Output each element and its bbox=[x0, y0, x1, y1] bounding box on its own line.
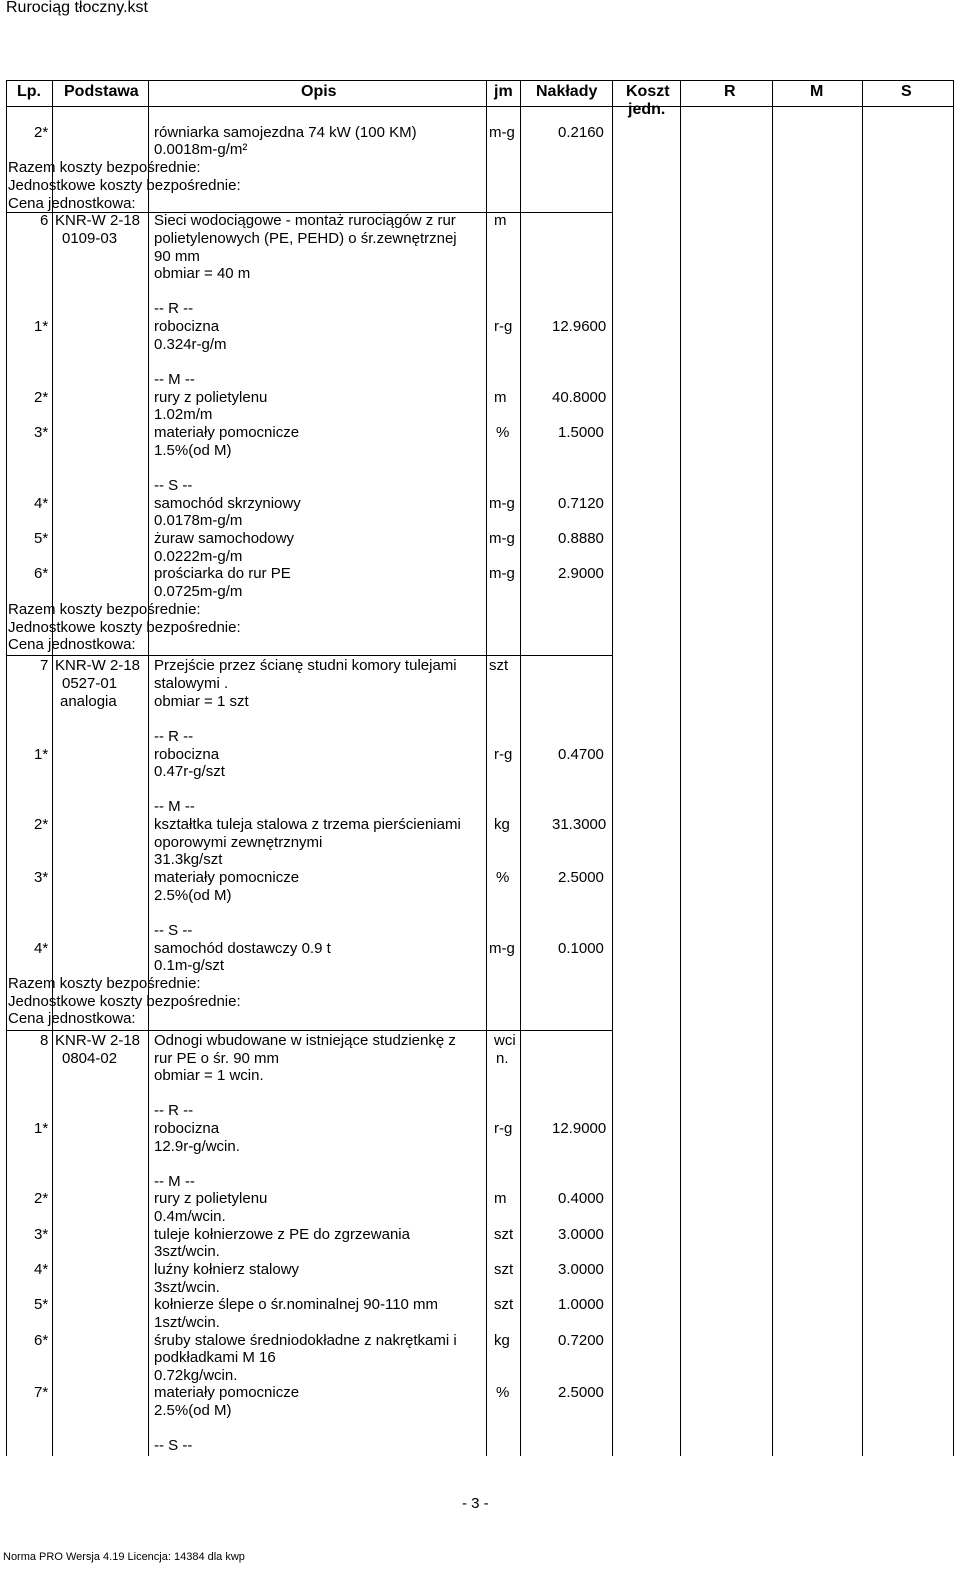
text-line: rur PE o śr. 90 mm bbox=[154, 1050, 280, 1067]
text-line: wci bbox=[494, 1032, 516, 1049]
text-line: szt bbox=[494, 1261, 514, 1278]
column-rule bbox=[680, 80, 681, 1456]
header-koszt: Koszt bbox=[626, 83, 670, 100]
text-line: m-g bbox=[489, 124, 515, 141]
text-line: 0.8880 bbox=[558, 530, 604, 547]
text-line: rury z polietylenu bbox=[154, 389, 268, 406]
text-line: samochód skrzyniowy bbox=[154, 495, 301, 512]
document-title: Rurociąg tłoczny.kst bbox=[6, 0, 148, 16]
text-line: 0.0178m-g/m bbox=[154, 512, 243, 529]
text-line: 0.1m-g/szt bbox=[154, 957, 225, 974]
text-line: żuraw samochodowy bbox=[154, 530, 295, 547]
text-line: 0.1000 bbox=[558, 940, 604, 957]
header-jm: jm bbox=[494, 83, 513, 100]
text-line: Cena jednostkowa: bbox=[8, 1010, 136, 1027]
text-line: m-g bbox=[489, 565, 515, 582]
text-line: 2* bbox=[34, 124, 49, 141]
text-line: 4* bbox=[34, 940, 49, 957]
text-line: 0527-01 bbox=[62, 675, 118, 692]
text-line: 0.4000 bbox=[558, 1190, 604, 1207]
header-koszt-jedn: jedn. bbox=[628, 101, 666, 118]
text-line: 1* bbox=[34, 746, 49, 763]
text-line: 3.0000 bbox=[558, 1226, 604, 1243]
text-line: 1.0000 bbox=[558, 1296, 604, 1313]
text-line: 2.5%(od M) bbox=[154, 887, 232, 904]
text-line: Jednostkowe koszty bezpośrednie: bbox=[8, 177, 241, 194]
header-m: M bbox=[810, 83, 824, 100]
text-line: 5* bbox=[34, 530, 49, 547]
text-line: szt bbox=[489, 657, 509, 674]
text-line: 2* bbox=[34, 816, 49, 833]
column-rule bbox=[772, 80, 773, 1456]
text-line: % bbox=[496, 424, 510, 441]
text-line: 2.5000 bbox=[558, 1384, 604, 1401]
header-opis: Opis bbox=[301, 83, 337, 100]
text-line: Razem koszty bezpośrednie: bbox=[8, 601, 201, 618]
header-r: R bbox=[724, 83, 736, 100]
text-line: m bbox=[494, 1190, 507, 1207]
text-line: 2.5000 bbox=[558, 869, 604, 886]
text-line: szt bbox=[494, 1296, 514, 1313]
text-line: 0.72kg/wcin. bbox=[154, 1367, 238, 1384]
text-line: 5* bbox=[34, 1296, 49, 1313]
text-line: szt bbox=[494, 1226, 514, 1243]
text-line: -- R -- bbox=[154, 728, 194, 745]
text-line: obmiar = 1 szt bbox=[154, 693, 249, 710]
column-rule bbox=[6, 80, 7, 1456]
column-rule bbox=[612, 80, 613, 1456]
text-line: polietylenowych (PE, PEHD) o śr.zewnętrznej bbox=[154, 230, 457, 247]
text-line: stalowymi . bbox=[154, 675, 229, 692]
text-line: materiały pomocnicze bbox=[154, 424, 300, 441]
text-line: r-g bbox=[494, 746, 513, 763]
text-line: -- S -- bbox=[154, 1437, 193, 1454]
text-line: 1.02m/m bbox=[154, 406, 213, 423]
text-line: 7 bbox=[40, 657, 49, 674]
text-line: % bbox=[496, 1384, 510, 1401]
column-rule bbox=[148, 80, 149, 1456]
text-line: r-g bbox=[494, 318, 513, 335]
text-line: kg bbox=[494, 816, 510, 833]
text-line: 4* bbox=[34, 495, 49, 512]
text-line: -- M -- bbox=[154, 371, 195, 388]
text-line: 0.2160 bbox=[558, 124, 604, 141]
text-line: 3.0000 bbox=[558, 1261, 604, 1278]
text-line: obmiar = 1 wcin. bbox=[154, 1067, 264, 1084]
text-line: 1.5000 bbox=[558, 424, 604, 441]
text-line: 0.324r-g/m bbox=[154, 336, 227, 353]
header-naklady: Nakłady bbox=[536, 83, 598, 100]
text-line: kształtka tuleja stalowa z trzema pierścieniami bbox=[154, 816, 461, 833]
text-line: m bbox=[494, 389, 507, 406]
text-line: kołnierze ślepe o śr.nominalnej 90-110 mm bbox=[154, 1296, 439, 1313]
text-line: 2.9000 bbox=[558, 565, 604, 582]
column-rule bbox=[52, 80, 53, 1456]
text-line: 0.47r-g/szt bbox=[154, 763, 225, 780]
text-line: Jednostkowe koszty bezpośrednie: bbox=[8, 619, 241, 636]
text-line: 3* bbox=[34, 1226, 49, 1243]
text-line: 4* bbox=[34, 1261, 49, 1278]
text-line: 3szt/wcin. bbox=[154, 1243, 220, 1260]
text-line: 0804-02 bbox=[62, 1050, 118, 1067]
text-line: m bbox=[494, 212, 507, 229]
text-line: -- R -- bbox=[154, 1102, 194, 1119]
text-line: Cena jednostkowa: bbox=[8, 636, 136, 653]
text-line: 0109-03 bbox=[62, 230, 118, 247]
text-line: m-g bbox=[489, 495, 515, 512]
text-line: 6* bbox=[34, 1332, 49, 1349]
text-line: 31.3kg/szt bbox=[154, 851, 223, 868]
text-line: n. bbox=[496, 1050, 509, 1067]
text-line: materiały pomocnicze bbox=[154, 1384, 300, 1401]
text-line: 1* bbox=[34, 1120, 49, 1137]
text-line: 1.5%(od M) bbox=[154, 442, 232, 459]
text-line: robocizna bbox=[154, 746, 220, 763]
text-line: -- S -- bbox=[154, 477, 193, 494]
text-line: 3* bbox=[34, 424, 49, 441]
text-line: m-g bbox=[489, 530, 515, 547]
text-line: samochód dostawczy 0.9 t bbox=[154, 940, 331, 957]
text-line: 12.9r-g/wcin. bbox=[154, 1138, 240, 1155]
text-line: 0.0222m-g/m bbox=[154, 548, 243, 565]
text-line: 8 bbox=[40, 1032, 49, 1049]
column-rule bbox=[520, 80, 521, 1456]
text-line: m-g bbox=[489, 940, 515, 957]
text-line: 2* bbox=[34, 1190, 49, 1207]
text-line: 2* bbox=[34, 389, 49, 406]
text-line: rury z polietylenu bbox=[154, 1190, 268, 1207]
text-line: 7* bbox=[34, 1384, 49, 1401]
column-rule bbox=[486, 80, 487, 1456]
text-line: 0.7120 bbox=[558, 495, 604, 512]
column-rule bbox=[953, 80, 954, 1456]
text-line: 0.0018m-g/m² bbox=[154, 141, 248, 158]
text-line: -- R -- bbox=[154, 300, 194, 317]
text-line: obmiar = 40 m bbox=[154, 265, 251, 282]
text-line: Cena jednostkowa: bbox=[8, 195, 136, 212]
text-line: Sieci wodociągowe - montaż rurociągów z rur bbox=[154, 212, 456, 229]
text-line: r-g bbox=[494, 1120, 513, 1137]
text-line: luźny kołnierz stalowy bbox=[154, 1261, 300, 1278]
text-line: 2.5%(od M) bbox=[154, 1402, 232, 1419]
text-line: tuleje kołnierzowe z PE do zgrzewania bbox=[154, 1226, 410, 1243]
text-line: -- S -- bbox=[154, 922, 193, 939]
text-line: 0.4m/wcin. bbox=[154, 1208, 226, 1225]
footer-license: Norma PRO Wersja 4.19 Licencja: 14384 dla kwp bbox=[3, 1551, 245, 1563]
column-rule bbox=[862, 80, 863, 1456]
text-line: 31.3000 bbox=[552, 816, 607, 833]
text-line: 6 bbox=[40, 212, 49, 229]
text-line: oporowymi zewnętrznymi bbox=[154, 834, 323, 851]
text-line: 1szt/wcin. bbox=[154, 1314, 220, 1331]
header-s: S bbox=[901, 83, 912, 100]
text-line: materiały pomocnicze bbox=[154, 869, 300, 886]
text-line: 6* bbox=[34, 565, 49, 582]
text-line: 0.4700 bbox=[558, 746, 604, 763]
text-line: analogia bbox=[60, 693, 117, 710]
text-line: 3szt/wcin. bbox=[154, 1279, 220, 1296]
header-lp: Lp. bbox=[17, 83, 41, 100]
text-line: prościarka do rur PE bbox=[154, 565, 291, 582]
text-line: KNR-W 2-18 bbox=[55, 1032, 141, 1049]
text-line: Jednostkowe koszty bezpośrednie: bbox=[8, 993, 241, 1010]
row-rule bbox=[6, 655, 612, 656]
text-line: -- M -- bbox=[154, 1173, 195, 1190]
text-line: % bbox=[496, 869, 510, 886]
text-line: KNR-W 2-18 bbox=[55, 212, 141, 229]
text-line: Razem koszty bezpośrednie: bbox=[8, 159, 201, 176]
text-line: 90 mm bbox=[154, 248, 200, 265]
page-number: - 3 - bbox=[462, 1495, 489, 1512]
text-line: równiarka samojezdna 74 kW (100 KM) bbox=[154, 124, 417, 141]
text-line: 1* bbox=[34, 318, 49, 335]
text-line: Razem koszty bezpośrednie: bbox=[8, 975, 201, 992]
text-line: Przejście przez ścianę studni komory tulejami bbox=[154, 657, 457, 674]
text-line: Odnogi wbudowane w istniejące studzienkę z bbox=[154, 1032, 456, 1049]
row-rule bbox=[6, 1030, 612, 1031]
text-line: 12.9600 bbox=[552, 318, 607, 335]
text-line: śruby stalowe średniodokładne z nakrętkami i bbox=[154, 1332, 457, 1349]
text-line: 12.9000 bbox=[552, 1120, 607, 1137]
text-line: podkładkami M 16 bbox=[154, 1349, 276, 1366]
text-line: -- M -- bbox=[154, 798, 195, 815]
text-line: kg bbox=[494, 1332, 510, 1349]
text-line: KNR-W 2-18 bbox=[55, 657, 141, 674]
text-line: 0.7200 bbox=[558, 1332, 604, 1349]
text-line: 3* bbox=[34, 869, 49, 886]
text-line: robocizna bbox=[154, 318, 220, 335]
text-line: 40.8000 bbox=[552, 389, 607, 406]
text-line: robocizna bbox=[154, 1120, 220, 1137]
header-podstawa: Podstawa bbox=[64, 83, 139, 100]
text-line: 0.0725m-g/m bbox=[154, 583, 243, 600]
